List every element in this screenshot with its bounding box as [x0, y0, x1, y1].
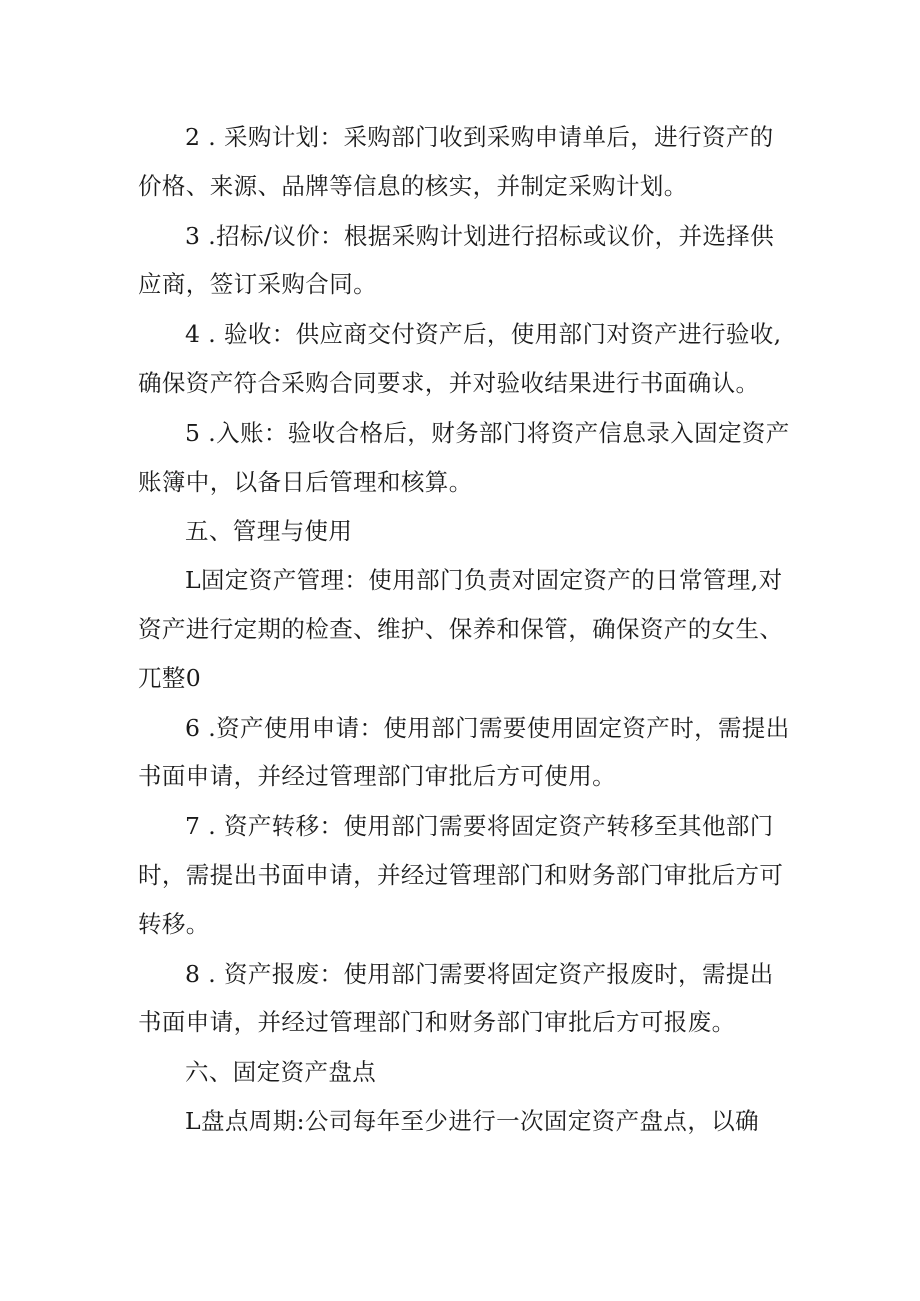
paragraph-purchase-plan: 2 . 采购计划：采购部门收到采购申请单后，进行资产的价格、来源、品牌等信息的核实，并制定采购计划。	[138, 123, 774, 200]
paragraph-asset-scrap: 8 . 资产报废：使用部门需要将固定资产报废时，需提出书面申请，并经过管理部门和财务部门审批后方可报废。	[138, 959, 774, 1037]
paragraph-asset-transfer: 7 . 资产转移：使用部门需要将固定资产转移至其他部门时，需提出书面申请，并经过管理部门和财务部门审批后方可转移。	[138, 812, 784, 938]
paragraph-acceptance: 4 . 验收：供应商交付资产后，使用部门对资产进行验收,确保资产符合采购合同要求，并对验收结果进行书面确认。	[138, 320, 782, 397]
paragraph-asset-management: L固定资产管理：使用部门负责对固定资产的日常管理,对资产进行定期的检查、维护、保养和保管，确保资产的女生、兀整0	[138, 566, 784, 692]
paragraph-accounting-entry: 5 .入账：验收合格后，财务部门将资产信息录入固定资产账簿中，以备日后管理和核算。	[138, 418, 790, 496]
paragraph-bidding: 3 .招标/议价：根据采购计划进行招标或议价，并选择供应商，签订采购合同。	[138, 221, 775, 299]
paragraph-inventory-cycle: L盘点周期:公司每年至少进行一次固定资产盘点，以确	[185, 1106, 760, 1135]
paragraph-usage-request: 6 .资产使用申请：使用部门需要使用固定资产时，需提出书面申请，并经过管理部门审批后方可使用。	[138, 713, 790, 791]
section-heading-inventory: 六、固定资产盘点	[185, 1058, 377, 1087]
document-body	[138, 113, 793, 1147]
section-heading-management: 五、管理与使用	[185, 517, 353, 546]
